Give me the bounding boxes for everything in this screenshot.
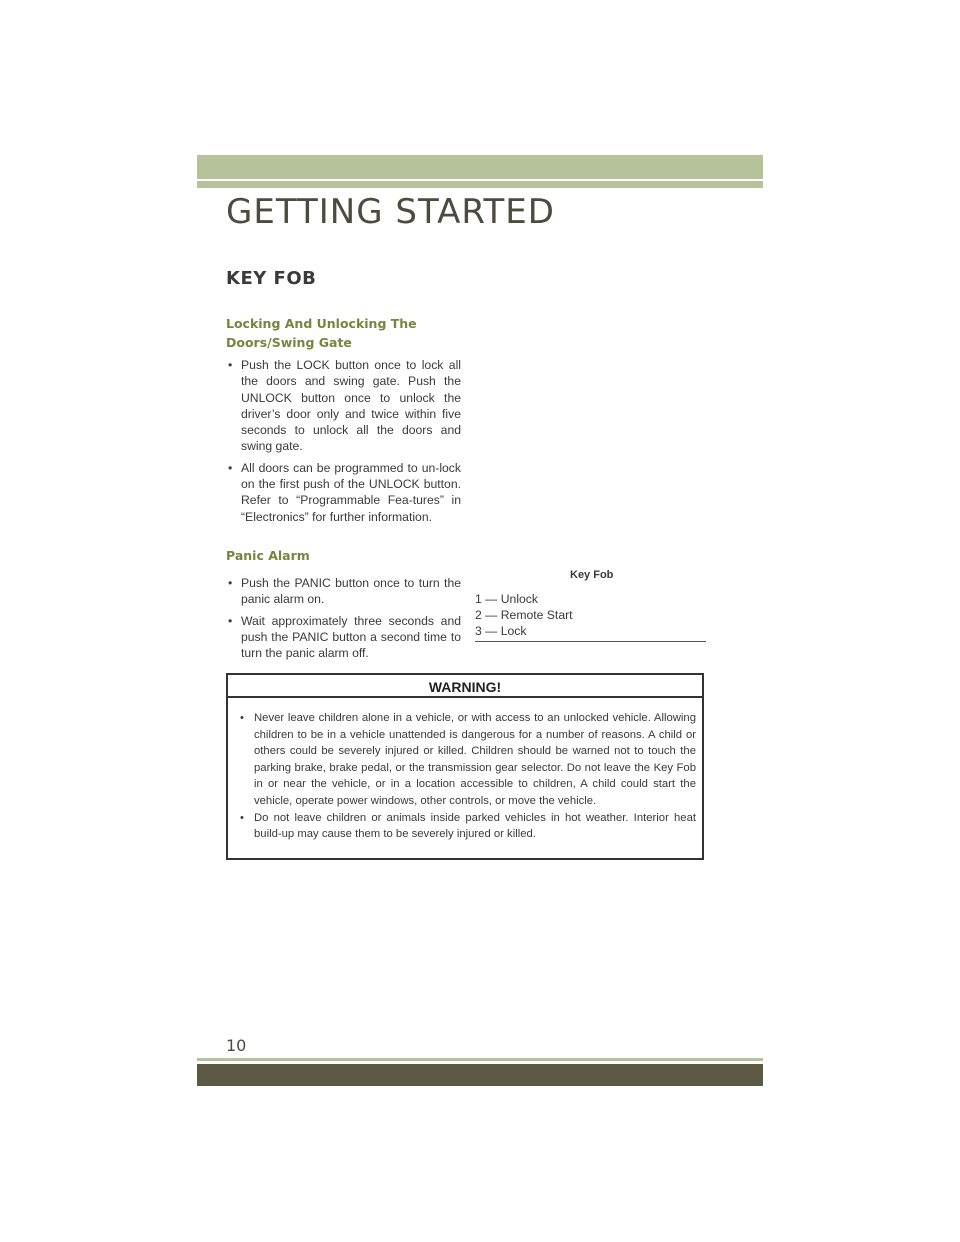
warning-title: WARNING! xyxy=(228,675,702,698)
header-bar xyxy=(197,155,763,179)
legend-item: 3 — Lock xyxy=(475,624,527,638)
locking-subhead xyxy=(226,314,417,352)
header-rule xyxy=(197,181,763,188)
locking-subhead-line1: Locking And Unlocking The xyxy=(226,316,417,331)
list-item: • Do not leave children or animals inside parked vehicles in hot weather. Interior heat build-up may cause them to be severely injured or killed. xyxy=(238,810,696,843)
locking-bullet-list xyxy=(226,357,461,530)
warning-box xyxy=(226,673,704,860)
list-item: • Push the LOCK button once to lock all the doors and swing gate. Push the UNLOCK button once to unlock the driver’s door only and twice within five seconds to unlock all the doors and swing gate. xyxy=(226,357,461,455)
figure-legend xyxy=(475,591,706,642)
legend-item: 1 — Unlock xyxy=(475,592,538,606)
list-item: • Never leave children alone in a vehicle, or with access to an unlocked vehicle. Allowing children to be in a vehicle unattended is dangerous for a number of reasons. A child or others could be severely injured or killed. Children should be warned not to touch the parking brake, brake pedal, or the transmission gear selector. Do not leave the Key Fob in or near the vehicle, or in a location accessible to children, A child could start the vehicle, operate power windows, other controls, or move the vehicle. xyxy=(238,710,696,810)
chapter-title: GETTING STARTED xyxy=(226,192,555,232)
warning-list xyxy=(228,698,702,843)
section-title: KEY FOB xyxy=(226,268,317,289)
locking-subhead-line2: Doors/Swing Gate xyxy=(226,335,352,350)
legend-item: 2 — Remote Start xyxy=(475,608,573,622)
panic-bullet-list xyxy=(226,575,461,666)
footer-bar xyxy=(197,1064,763,1086)
page-number: 10 xyxy=(226,1036,247,1055)
list-item: • Push the PANIC button once to turn the panic alarm on. xyxy=(226,575,461,608)
footer-rule xyxy=(197,1058,763,1061)
list-item: • All doors can be programmed to un-lock on the first push of the UNLOCK button. Refer to “Programmable Fea-tures” in “Electronics” for further information. xyxy=(226,460,461,525)
panic-subhead: Panic Alarm xyxy=(226,548,310,563)
list-item: • Wait approximately three seconds and push the PANIC button a second time to turn the panic alarm off. xyxy=(226,613,461,662)
figure-caption: Key Fob xyxy=(570,569,614,581)
